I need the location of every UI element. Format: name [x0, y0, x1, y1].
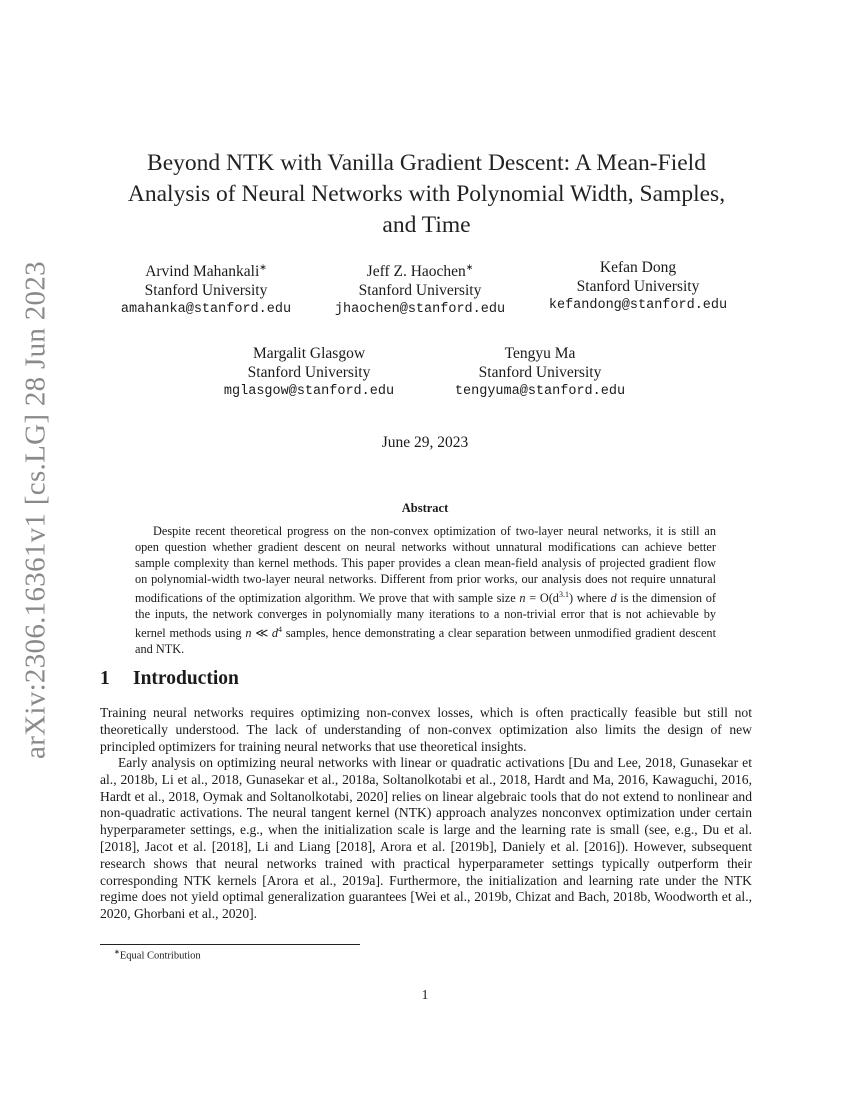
equal-contribution-mark: ∗ [465, 262, 474, 272]
author-block [523, 258, 753, 315]
author-email: mglasgow@stanford.edu [223, 384, 395, 399]
footnote-mark: ∗ [114, 948, 120, 956]
author-affiliation: Stanford University [576, 278, 700, 295]
section-heading [100, 668, 239, 690]
abstract-body: Despite recent theoretical progress on the non-convex optimization of two-layer neural networks, it is still an open question whether gradient descent on neural networks without unnatural modifications can achieve better sample complexity than kernel methods. This paper provides a clean mean-field analysis of projected gradient flow on polynomial-width two-layer neural networks. Different from prior works, our analysis does not require unnatural modifications of the optimization algorithm. We prove that with sample size $n = O(d^{3.1})$ where d is the dimension of the inputs, the network converges in polynomially many iterations to a non-trivial error that is not achievable by kernel methods using n ≪ $d^4$ samples, hence demonstrating a clear separation between unmodified gradient descent and NTK. [135, 524, 716, 657]
author-block [91, 258, 321, 319]
author-email: amahanka@stanford.edu [120, 302, 292, 318]
author-block [305, 258, 535, 319]
section-title: Introduction [133, 668, 239, 689]
footnote-text: Equal Contribution [119, 950, 201, 962]
title-line: Beyond NTK with Vanilla Gradient Descent: A Mean-Field [147, 150, 706, 176]
footnote-rule [100, 944, 360, 945]
equal-contribution-mark: ∗ [259, 262, 267, 272]
author-email: jhaochen@stanford.edu [334, 302, 506, 318]
author-name: Arvind Mahankali [145, 263, 260, 281]
body-paragraph: Training neural networks requires optimizing non-convex losses, which is often practically feasible but still not theoretically understood. The lack of understanding of non-convex optimization also limits the design of new principled optimizers for training neural networks that use theoretical insights. [100, 705, 752, 754]
author-email: tengyuma@stanford.edu [454, 384, 626, 399]
author-name: Margalit Glasgow [252, 345, 366, 362]
body-paragraph: Early analysis on optimizing neural networks with linear or quadratic activations [Du and Lee, 2018, Gunasekar et al., 2018b, Li et al., 2018, Gunasekar et al., 2018a, Soltanolkotabi et al., 2018, Hardt and Ma, 2016, Kawaguchi, 2016, Hardt et al., 2018, Oymak and Soltanolkotabi, 2020] relies on linear algebraic tools that do not extend to nonlinear and non-quadratic activations. The neural tangent kernel (NTK) approach analyzes nonconvex optimization under certain hyperparameter settings, e.g., when the initialization scale is large and the learning rate is small (see, e.g., Du et al. [2018], Jacot et al. [2018], Li and Liang [2018], Arora et al. [2019b], Daniely et al. [2016]). However, subsequent research shows that neural networks trained with practical hyperparameter settings typically outperform their corresponding NTK kernels [Arora et al., 2019a]. Furthermore, the initialization and learning rate under the NTK regime does not yield optimal generalization guarantees [Wei et al., 2019b, Chizat and Bach, 2018b, Woodworth et al., 2020, Ghorbani et al., 2020]. [100, 755, 752, 922]
author-affiliation: Stanford University [358, 282, 482, 300]
author-block [194, 344, 424, 401]
author-affiliation: Stanford University [144, 282, 268, 300]
author-email: kefandong@stanford.edu [548, 298, 728, 313]
author-name: Tengyu Ma [504, 345, 576, 362]
section-number: 1 [100, 668, 110, 689]
author-name: Jeff Z. Haochen [366, 263, 466, 281]
arxiv-sidebar-stamp: arXiv:2306.16361v1 [cs.LG] 28 Jun 2023 [19, 261, 52, 759]
author-affiliation: Stanford University [247, 364, 371, 381]
title-line: Analysis of Neural Networks with Polynomial Width, Samples, [127, 181, 726, 207]
footnote [114, 948, 201, 962]
abstract-heading: Abstract [401, 501, 449, 515]
paper-title [100, 148, 753, 241]
title-line: and Time [382, 212, 471, 238]
page-number: 1 [421, 987, 429, 1002]
author-name: Kefan Dong [599, 259, 677, 276]
author-block [425, 344, 655, 401]
author-affiliation: Stanford University [478, 364, 602, 381]
publication-date: June 29, 2023 [381, 434, 469, 451]
